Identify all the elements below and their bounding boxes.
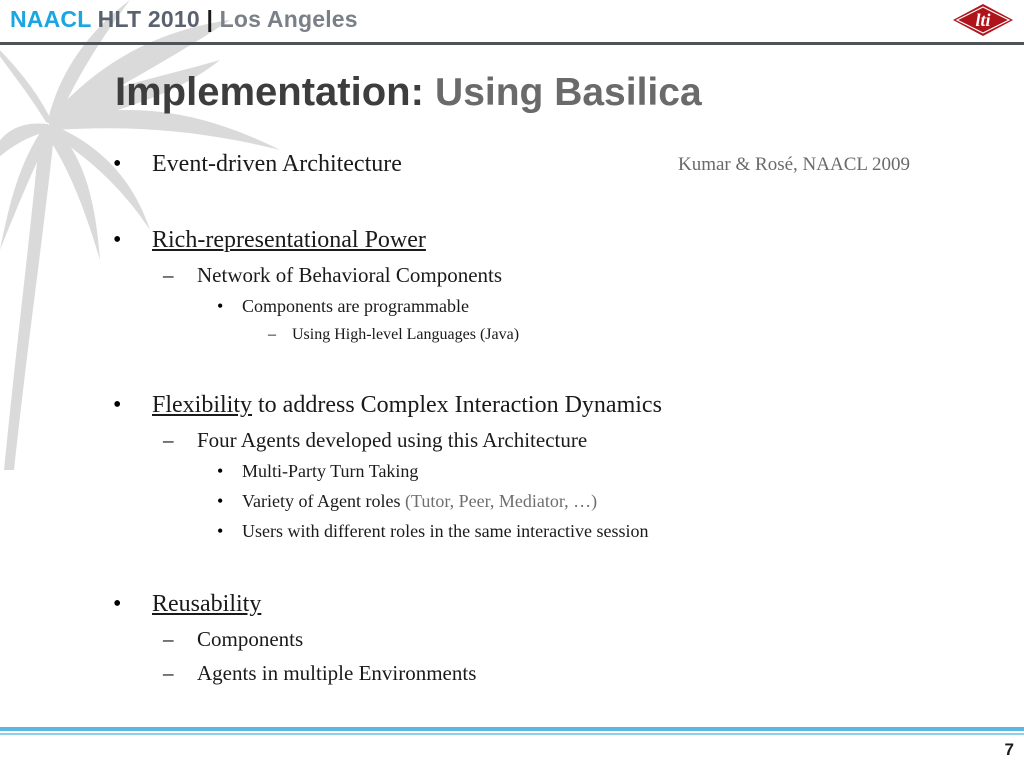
bullet-marker: •	[217, 461, 224, 481]
dash-marker: –	[163, 627, 174, 651]
dash-marker: –	[163, 661, 174, 685]
bullet-event-driven: Event-driven Architecture	[152, 151, 402, 177]
footer-divider-thin	[0, 733, 1024, 735]
title-regular: Using Basilica	[435, 71, 702, 114]
slide-title	[115, 70, 702, 115]
dash-marker: –	[163, 263, 174, 287]
flexibility-rest: to address Complex Interaction Dynamics	[258, 392, 662, 418]
bullet-marker: •	[113, 392, 122, 418]
dash-marker: –	[163, 428, 174, 452]
sub-multi-party: Multi-Party Turn Taking	[242, 461, 419, 481]
sub-agent-roles	[242, 491, 597, 512]
sub-four-agents: Four Agents developed using this Architecture	[197, 428, 588, 452]
bullet-marker: •	[217, 296, 224, 316]
conf-naacl: NAACL	[10, 6, 92, 32]
sub-high-level-languages: Using High-level Languages (Java)	[292, 326, 520, 343]
footer-divider	[0, 727, 1024, 731]
bullet-reusability: Reusability	[152, 591, 262, 617]
bullet-rich-representational: Rich-representational Power	[152, 227, 426, 253]
dash-marker: –	[268, 326, 276, 343]
bullet-marker: •	[113, 227, 122, 253]
title-bold: Implementation:	[115, 70, 424, 114]
sub-users-roles: Users with different roles in the same interactive session	[242, 521, 649, 541]
lti-logo	[952, 3, 1014, 37]
sub-components: Components	[197, 627, 304, 651]
conf-separator: |	[206, 6, 214, 32]
bullet-marker: •	[113, 151, 122, 177]
conf-location: Los Angeles	[219, 6, 358, 32]
bullet-flexibility	[152, 392, 662, 419]
bullet-marker: •	[217, 521, 224, 541]
agent-roles-text: Variety of Agent roles	[242, 491, 401, 511]
citation: Kumar & Rosé, NAACL 2009	[678, 154, 911, 175]
lti-logo-text: lti	[975, 10, 991, 30]
page-number: 7	[1004, 740, 1014, 759]
slide-header	[0, 0, 1024, 42]
flexibility-term: Flexibility	[152, 392, 253, 418]
header-divider	[0, 42, 1024, 45]
bullet-marker: •	[217, 491, 224, 511]
sub-components-programmable: Components are programmable	[242, 296, 469, 316]
bullet-marker: •	[113, 591, 122, 617]
sub-agents-environments: Agents in multiple Environments	[197, 661, 477, 685]
sub-network-components: Network of Behavioral Components	[197, 263, 503, 287]
agent-roles-examples: (Tutor, Peer, Mediator, …)	[404, 491, 598, 511]
conference-label	[10, 6, 358, 33]
conf-hlt: HLT 2010	[97, 6, 200, 32]
